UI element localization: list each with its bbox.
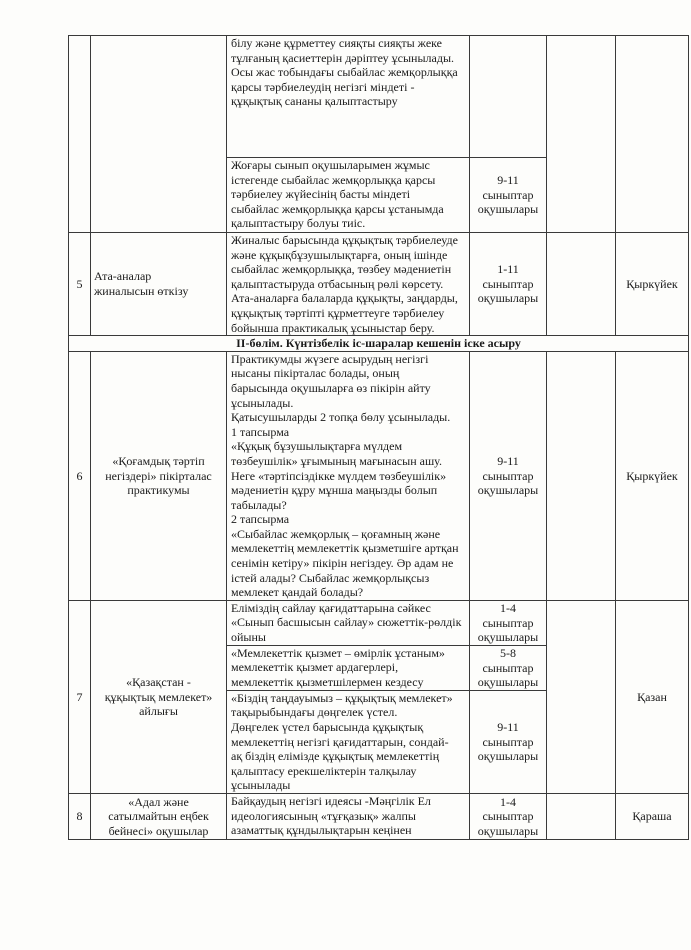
text-line: «Сынып басшысын сайлау» сюжеттік-рөлдік xyxy=(231,615,462,630)
text-line: ұсынылады xyxy=(231,778,291,793)
text-line: қалыптасу ерекшеліктерін талқылау xyxy=(231,763,417,778)
table-row-5 xyxy=(69,233,689,336)
responsible-cell xyxy=(547,233,616,336)
section-heading: ІІ-бөлім. Күнтізбелік іс-шаралар кешенін іске асыру xyxy=(69,336,689,352)
text-line: істей алады? Сыбайлас жемқорлықсыз xyxy=(231,570,430,585)
responsible-cell xyxy=(547,794,616,840)
text-line: 1-4 xyxy=(500,600,516,615)
date-cell: Қыркүйек xyxy=(616,233,689,336)
table-row-8 xyxy=(69,794,689,840)
text-line: сыбайлас жемқорлыққа қарсы ұстанымда xyxy=(231,201,444,216)
text-line: және құқықбұзушылықтарға, оның ішінде xyxy=(231,247,448,262)
date-cell: Қыркүйек xyxy=(616,351,689,600)
row-number: 5 xyxy=(69,233,91,336)
row-number: 8 xyxy=(69,794,91,840)
text-line: ұсынылады. xyxy=(231,395,294,410)
text-line: Жиналыс барысында құқықтық тәрбиелеуде xyxy=(231,233,458,247)
text-line: азаматтық құндылықтарын кеңінен xyxy=(231,823,412,838)
audience-cell xyxy=(470,351,547,600)
text-line: негіздері» пікірталас xyxy=(105,468,212,483)
text-line: тәрбиелеу жүйесінің басты міндеті xyxy=(231,187,411,202)
text-line: сыныптар xyxy=(482,468,534,483)
text-line: 1-11 xyxy=(497,262,519,277)
text-line: Практикумды жүзеге асырудың негізгі xyxy=(231,351,429,366)
text-line: «Қоғамдық тәртіп xyxy=(112,453,205,468)
text-line: оқушылары xyxy=(477,675,539,690)
text-line: нысаны пікірталас болады, оның xyxy=(231,366,400,381)
text-line: сыныптар xyxy=(482,660,534,675)
row-number: 6 xyxy=(69,351,91,600)
table-row-6 xyxy=(69,351,689,600)
text-line: оқушылары xyxy=(477,749,539,764)
text-line: сыныптар xyxy=(482,809,534,824)
text-line: Дөңгелек үстел барысында құқықтық xyxy=(231,720,424,735)
text-line: айлығы xyxy=(139,704,178,719)
text-line: тақырыбындағы дөңгелек үстел. xyxy=(231,705,398,720)
text-line: оқушылары xyxy=(477,291,539,306)
text-line: оқушылары xyxy=(477,202,539,217)
text-line: 9-11 xyxy=(497,453,519,468)
text-line: сенімін кетіру» пікірін негіздеу. Әр адам не xyxy=(231,556,454,571)
text-line: жиналысын өткізу xyxy=(94,284,189,299)
table-row-continued xyxy=(69,36,689,158)
text-line: сыныптар xyxy=(482,734,534,749)
description-cell xyxy=(227,36,470,158)
event-name xyxy=(91,233,227,336)
text-line: Неге «тәртіпсіздікке мүлдем төзбеушілік» xyxy=(231,468,447,483)
event-name xyxy=(91,351,227,600)
text-line: оқушылары xyxy=(477,630,539,645)
text-line: 1-4 xyxy=(500,794,516,809)
text-line: мемлекет қандай болады? xyxy=(231,585,364,600)
date-cell: Қараша xyxy=(616,794,689,840)
text-line: қалыптастыру болуы тиіс. xyxy=(231,216,366,231)
text-line: ойыны xyxy=(231,630,266,645)
text-line: қарсы тәрбиелеудің негізгі міндеті - xyxy=(231,79,415,94)
text-line: бойынша практикалық ұсыныстар беру. xyxy=(231,320,435,335)
text-line: «Біздің таңдауымыз – құқықтық мемлекет» xyxy=(231,690,453,705)
text-line: мемлекеттің негізгі қағидаттарын, сондай- xyxy=(231,734,449,749)
description-cell xyxy=(227,233,470,336)
text-line: «Қазақстан - xyxy=(126,675,191,690)
text-line: сыныптар xyxy=(482,187,534,202)
text-line: идеологиясының «тұғқазық» жалпы xyxy=(231,808,416,823)
text-line: сатылмайтын еңбек xyxy=(108,809,209,824)
section-row xyxy=(69,336,689,352)
text-line: Осы жас тобындағы сыбайлас жемқорлыққа xyxy=(231,65,458,80)
text-line: оқушылары xyxy=(477,823,539,838)
text-line: құқықтық тәртіпті құрметтеуге тәрбиелеу xyxy=(231,305,445,320)
text-line: мемлекеттің мемлекеттік қызметшіге артқан xyxy=(231,541,459,556)
date-cell: Қазан xyxy=(616,600,689,793)
text-line: 9-11 xyxy=(497,173,519,188)
plan-table xyxy=(68,35,689,840)
audience-cell xyxy=(470,600,547,645)
text-line: «Адал және xyxy=(128,794,189,809)
text-line: білу және құрметтеу сияқты сияқты жеке xyxy=(231,36,443,50)
text-line: табылады? xyxy=(231,497,287,512)
text-line: Еліміздің сайлау қағидаттарына сәйкес xyxy=(231,600,431,615)
text-line: құқықтық сананы қалыптастыру xyxy=(231,94,398,109)
event-name xyxy=(91,794,227,840)
text-line: төзбеушілік» ұғымының мағынасын ашу. xyxy=(231,453,442,468)
text-line: сыныптар xyxy=(482,615,534,630)
text-line: істегенде сыбайлас жемқорлыққа қарсы xyxy=(231,172,436,187)
text-line: Жоғары сынып оқушыларымен жұмыс xyxy=(231,158,430,172)
audience-cell xyxy=(470,645,547,690)
text-line: Қатысушыларды 2 топқа бөлу ұсынылады. xyxy=(231,410,451,425)
text-line: мемлекеттік қызметшілермен кездесу xyxy=(231,675,424,690)
description-cell xyxy=(227,690,470,793)
text-line: «Құқық бұзушылықтарға мүлдем xyxy=(231,439,403,454)
text-line: мәдениетін құру мұнша маңызды болып xyxy=(231,483,438,498)
description-cell xyxy=(227,600,470,645)
text-line: Ата-аналарға балаларда құқықты, заңдарды, xyxy=(231,291,458,306)
text-line: барысында оқушыларға өз пікірін айту xyxy=(231,380,431,395)
text-line: практикумы xyxy=(127,483,190,498)
event-name xyxy=(91,600,227,793)
responsible-cell xyxy=(547,36,616,233)
text-line: «Мемлекеттік қызмет – өмірлік ұстаным» xyxy=(231,645,445,660)
text-line: оқушылары xyxy=(477,483,539,498)
text-line: ақ біздің елімізде құқықтық мемлекеттің xyxy=(231,749,440,764)
description-cell xyxy=(227,158,470,233)
text-line: сыбайлас жемқорлыққа, төзбеу мәдениетін xyxy=(231,262,452,277)
text-line: «Сыбайлас жемқорлық – қоғамның және xyxy=(231,526,441,541)
text-line: мемлекеттік қызмет ардагерлері, xyxy=(231,660,399,675)
text-line: тұлғаның қасиеттерін дәріптеу ұсынылады. xyxy=(231,50,455,65)
audience-cell xyxy=(470,690,547,793)
table-row-7 xyxy=(69,600,689,645)
num-cell xyxy=(69,36,91,233)
audience-cell xyxy=(470,233,547,336)
responsible-cell xyxy=(547,600,616,793)
text-line: 2 тапсырма xyxy=(231,512,290,527)
date-cell xyxy=(616,36,689,233)
text-line: қалыптастыруда отбасының рөлі көрсету. xyxy=(231,276,444,291)
text-line: бейнесі» оқушылар xyxy=(108,823,209,838)
description-cell xyxy=(227,645,470,690)
text-line: Ата-аналар xyxy=(94,269,152,284)
audience-cell xyxy=(470,158,547,233)
text-line: сыныптар xyxy=(482,276,534,291)
text-line: 1 тапсырма xyxy=(231,424,290,439)
audience-cell xyxy=(470,36,547,158)
responsible-cell xyxy=(547,351,616,600)
description-cell xyxy=(227,351,470,600)
text-line: Байқаудың негізгі идеясы -Мәңгілік Ел xyxy=(231,794,431,808)
description-cell xyxy=(227,794,470,840)
text-line: құқықтық мемлекет» xyxy=(104,689,213,704)
row-number: 7 xyxy=(69,600,91,793)
audience-cell xyxy=(470,794,547,840)
event-name-cell xyxy=(91,36,227,233)
text-line: 9-11 xyxy=(497,720,519,735)
text-line: 5-8 xyxy=(500,645,516,660)
